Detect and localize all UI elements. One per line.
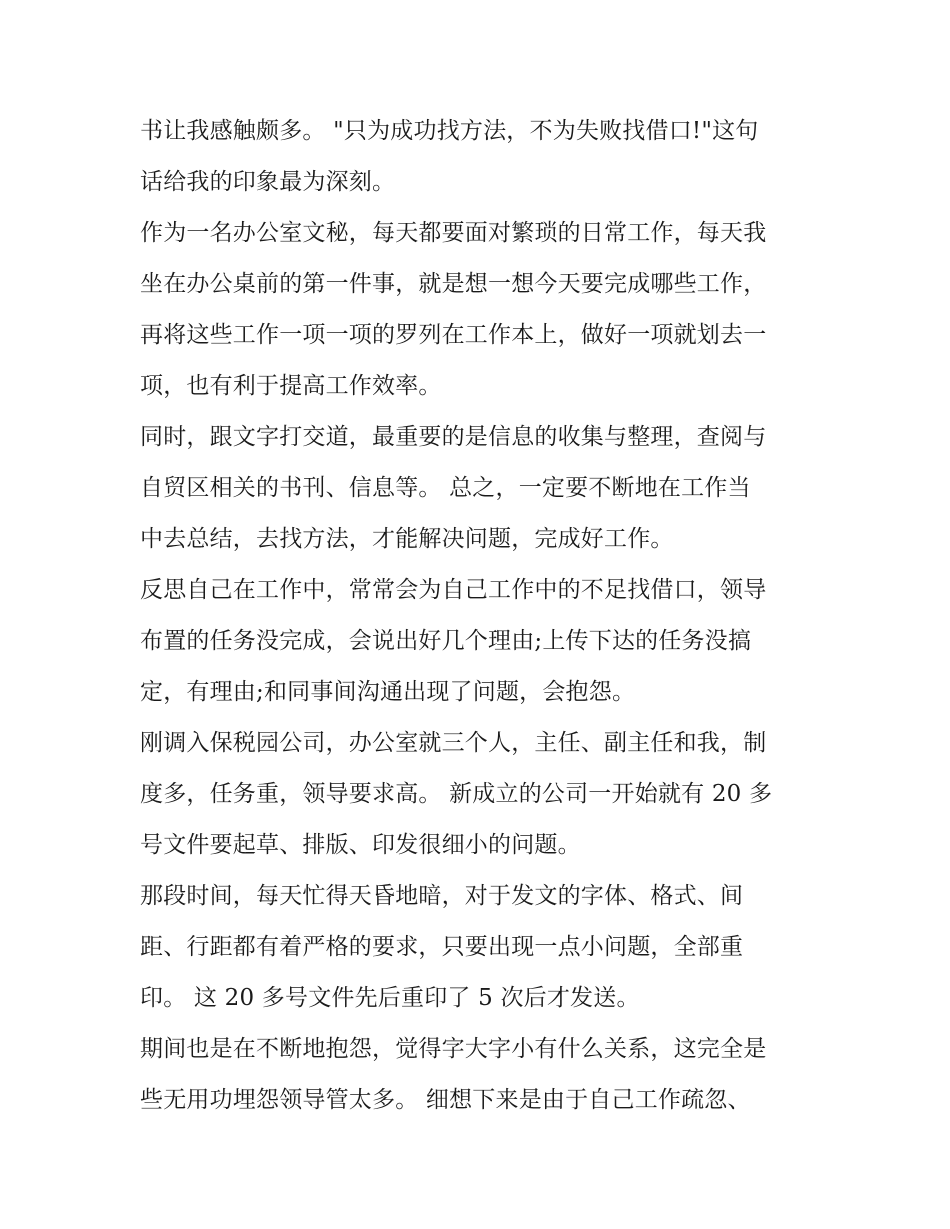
text-line: 期间也是在不断地抱怨，觉得字大字小有什么关系，这完全是 <box>140 1036 767 1062</box>
text-line: 号文件要起草、排版、印发很细小的问题。 <box>140 832 581 858</box>
text-line: 书让我感触颇多。 "只为成功找方法，不为失败找借口!"这句 <box>140 118 759 144</box>
text-line: 项，也有利于提高工作效率。 <box>140 373 442 399</box>
text-line: 同时，跟文字打交道，最重要的是信息的收集与整理，查阅与 <box>140 424 767 450</box>
text-line: 坐在办公桌前的第一件事，就是想一想今天要完成哪些工作， <box>140 271 767 297</box>
document-body <box>140 106 820 1126</box>
text-line: 布置的任务没完成，会说出好几个理由;上传下达的任务没搞 <box>140 628 752 654</box>
text-line: 反思自己在工作中，常常会为自己工作中的不足找借口，领导 <box>140 577 767 603</box>
text-line: 刚调入保税园公司，办公室就三个人，主任、副主任和我，制 <box>140 730 767 756</box>
text-line: 度多，任务重，领导要求高。 新成立的公司一开始就有 20 多 <box>140 781 773 807</box>
text-line: 印。 这 20 多号文件先后重印了 5 次后才发送。 <box>140 985 640 1011</box>
text-line: 定，有理由;和同事间沟通出现了问题，会抱怨。 <box>140 679 636 705</box>
text-line: 自贸区相关的书刊、信息等。 总之，一定要不断地在工作当 <box>140 475 751 501</box>
text-line: 中去总结，去找方法，才能解决问题，完成好工作。 <box>140 526 674 552</box>
text-line: 些无用功埋怨领导管太多。 细想下来是由于自己工作疏忽、 <box>140 1087 751 1113</box>
text-line: 话给我的印象最为深刻。 <box>140 169 396 195</box>
text-line: 距、行距都有着严格的要求，只要出现一点小问题，全部重 <box>140 934 744 960</box>
text-line: 那段时间，每天忙得天昏地暗，对于发文的字体、格式、间 <box>140 883 744 909</box>
text-line: 作为一名办公室文秘，每天都要面对繁琐的日常工作，每天我 <box>140 220 767 246</box>
text-line: 再将这些工作一项一项的罗列在工作本上，做好一项就划去一 <box>140 322 767 348</box>
